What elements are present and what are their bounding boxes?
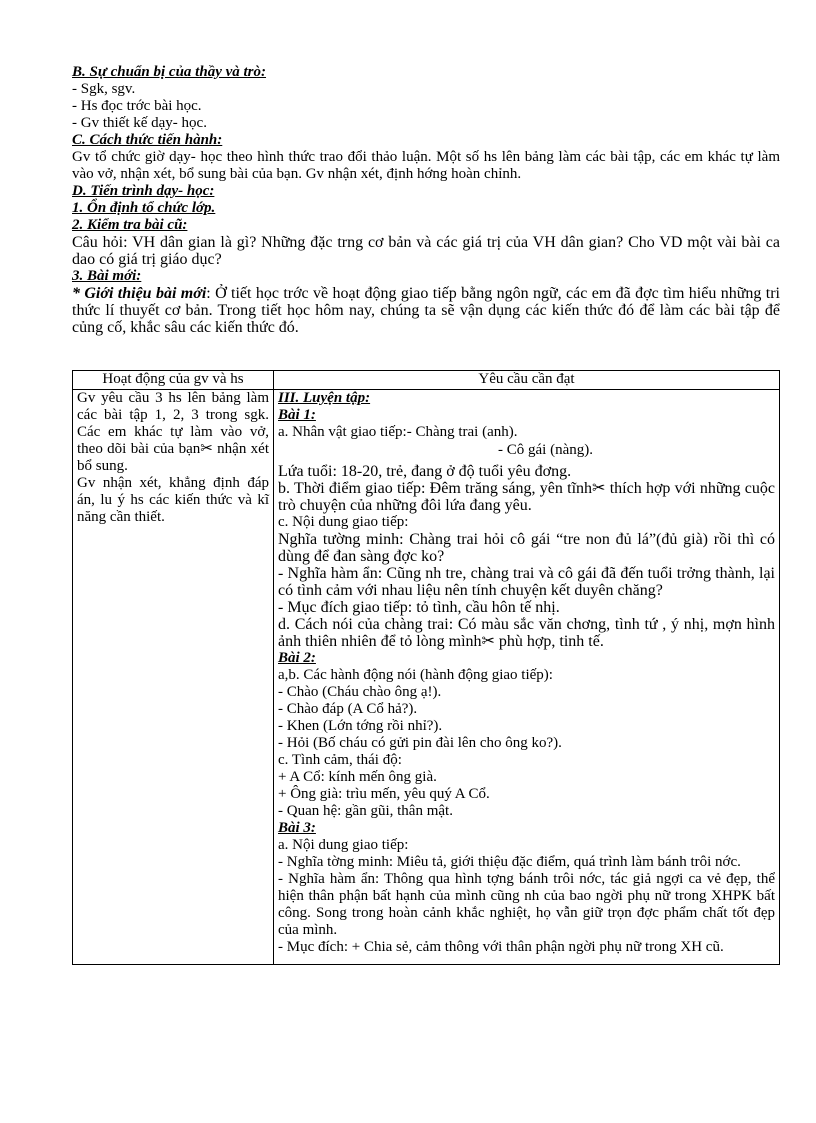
header-activities: Hoạt động của gv và hs (73, 371, 274, 390)
review-question: Câu hỏi: VH dân gian là gì? Những đặc trng cơ bản và các giá trị của VH dân gian? Cho VD một vài bài ca dao có giá trị giáo dục? (72, 234, 780, 268)
list-item: b. Thời điểm giao tiếp: Đêm trăng sáng, yên tĩnh✂ thích hợp với những cuộc trò chuyện của những đôi lứa đang yêu. (278, 480, 775, 514)
list-item: - Khen (Lớn tớng rồi nhỉ?). (278, 718, 443, 734)
practice-title: III. Luyện tập: (278, 390, 371, 406)
list-item: - Nghĩa tờng minh: Miêu tả, giới thiệu đặc điểm, quá trình làm bánh trôi nớc. (278, 854, 741, 870)
list-item: a,b. Các hành động nói (hành động giao tiếp): (278, 667, 553, 683)
intro-text: : Ở tiết học trớc về hoạt động giao tiếp bằng ngôn ngữ, các em đã đợc tìm hiểu những tri thức lí thuyết cơ bản. Trong tiết học hôm nay, chúng ta sẽ vận dụng các kiến thức đó để làm các bài tập để củng cố, khắc sâu các kiến thức đó. (72, 285, 780, 336)
step-new-lesson: 3. Bài mới: (72, 268, 142, 284)
list-item: - Cô gái (nàng). (498, 442, 593, 458)
method-paragraph: Gv tổ chức giờ dạy- học theo hình thức trao đổi thảo luận. Một số hs lên bảng làm các bài tập, các em khác tự làm vào vở, nhận xét, bổ sung bài của bạn. Gv nhận xét, định hớng hoàn chỉnh. (72, 149, 780, 182)
lesson-table (72, 370, 780, 965)
list-item: d. Cách nói của chàng trai: Có màu sắc văn chơng, tình tứ , ý nhị, mợn hình ảnh thiên nhiên để tỏ lòng mình✂ phù hợp, tinh tế. (278, 616, 775, 650)
document-page (72, 64, 780, 336)
teacher-activity-2: Gv nhận xét, khẳng định đáp án, lu ý hs các kiến thức và kĩ năng cần thiết. (77, 475, 269, 525)
activities-cell (73, 390, 274, 965)
prep-item: - Gv thiết kế dạy- học. (72, 115, 207, 131)
table-content-row (73, 390, 780, 965)
header-requirements: Yêu cầu cần đạt (274, 371, 780, 390)
list-item: - Quan hệ: gần gũi, thân mật. (278, 803, 453, 819)
heading-method: C. Cách thức tiến hành: (72, 132, 223, 148)
list-item: c. Tình cảm, thái độ: (278, 752, 402, 768)
list-item: - Chào đáp (A Cổ hả?). (278, 701, 418, 717)
exercise-2-title: Bài 2: (278, 650, 316, 666)
requirements-cell (274, 390, 780, 965)
list-item: c. Nội dung giao tiếp: (278, 514, 409, 530)
list-item: - Nghĩa hàm ẩn: Cũng nh tre, chàng trai và cô gái đã đến tuổi trởng thành, lại có tình cảm với nhau liệu nên tính chuyện kết duyên chăng? (278, 565, 775, 599)
prep-item: - Sgk, sgv. (72, 81, 136, 97)
heading-procedure: D. Tiến trình dạy- học: (72, 183, 215, 199)
list-item: Lứa tuổi: 18-20, trẻ, đang ở độ tuổi yêu đơng. (278, 463, 572, 480)
list-item: + A Cổ: kính mến ông già. (278, 769, 437, 785)
heading-preparation: B. Sự chuẩn bị của thầy và trò: (72, 64, 267, 80)
exercise-1-title: Bài 1: (278, 407, 316, 423)
list-item: - Mục đích giao tiếp: tỏ tình, cầu hôn tế nhị. (278, 599, 560, 616)
list-item: - Mục đích: + Chia sẻ, cảm thông với thân phận ngời phụ nữ trong XH cũ. (278, 939, 724, 955)
exercise-3-title: Bài 3: (278, 820, 316, 836)
intro-paragraph (72, 285, 780, 336)
list-item: a. Nhân vật giao tiếp:- Chàng trai (anh). (278, 424, 518, 440)
intro-label: * Giới thiệu bài mới (72, 285, 207, 302)
list-item: - Nghĩa hàm ẩn: Thông qua hình tợng bánh trôi nớc, tác giả ngợi ca vẻ đẹp, thể hiện thân phận bất hạnh của mình cũng nh của bao ngời phụ nữ trong XHPK bất công. Song trong hoàn cảnh khắc nghiệt, họ vẫn giữ trọn đợc phẩm chất tốt đẹp của mình. (278, 871, 775, 938)
cell-spacer (278, 956, 775, 964)
list-item: + Ông già: trìu mến, yêu quý A Cổ. (278, 786, 490, 802)
list-item: - Chào (Cháu chào ông ạ!). (278, 684, 442, 700)
table-header-row (73, 371, 780, 390)
list-item: a. Nội dung giao tiếp: (278, 837, 409, 853)
step-check-old-lesson: 2. Kiểm tra bài cũ: (72, 217, 188, 233)
step-organize: 1. Ổn định tổ chức lớp. (72, 200, 216, 216)
list-item: - Hỏi (Bố cháu có gửi pin đài lên cho ông ko?). (278, 735, 562, 751)
list-item: Nghĩa tường minh: Chàng trai hỏi cô gái “tre non đủ lá”(đủ già) rồi thì có dùng để đan sàng đợc ko? (278, 531, 775, 565)
prep-item: - Hs đọc trớc bài học. (72, 98, 202, 114)
teacher-activity-1: Gv yêu cầu 3 hs lên bảng làm các bài tập 1, 2, 3 trong sgk. Các em khác tự làm vào vở, theo dõi bài của bạn✂ nhận xét bổ sung. (77, 390, 269, 474)
